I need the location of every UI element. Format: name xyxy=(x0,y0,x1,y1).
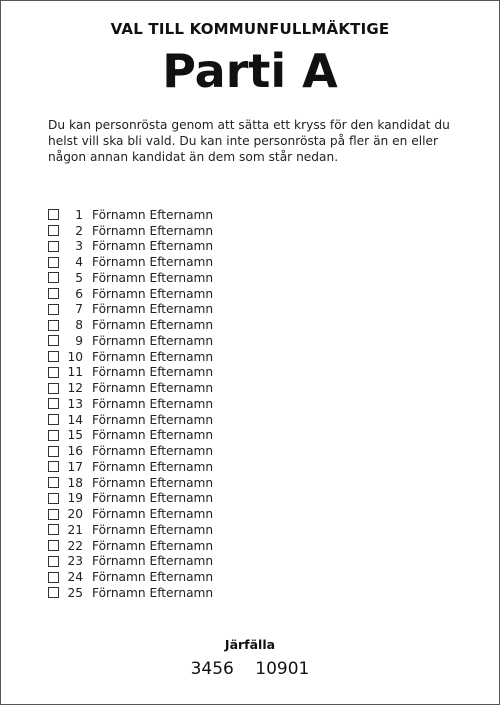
vote-checkbox[interactable] xyxy=(48,257,59,268)
candidate-number: 11 xyxy=(67,365,83,380)
candidate-row xyxy=(48,286,213,302)
candidate-list xyxy=(48,207,213,601)
vote-checkbox[interactable] xyxy=(48,430,59,441)
candidate-row xyxy=(48,207,213,223)
candidate-row xyxy=(48,302,213,318)
vote-checkbox[interactable] xyxy=(48,320,59,331)
candidate-name: Förnamn Efternamn xyxy=(92,349,214,364)
candidate-name: Förnamn Efternamn xyxy=(92,475,214,490)
vote-checkbox[interactable] xyxy=(48,414,59,425)
vote-checkbox[interactable] xyxy=(48,477,59,488)
candidate-row xyxy=(48,349,213,365)
candidate-name: Förnamn Efternamn xyxy=(92,459,214,474)
candidate-name: Förnamn Efternamn xyxy=(92,538,214,553)
candidate-number: 23 xyxy=(67,554,83,569)
candidate-row xyxy=(48,317,213,333)
candidate-number: 16 xyxy=(67,444,83,459)
candidate-number: 20 xyxy=(67,507,83,522)
vote-checkbox[interactable] xyxy=(48,225,59,236)
candidate-name: Förnamn Efternamn xyxy=(92,333,214,348)
vote-checkbox[interactable] xyxy=(48,572,59,583)
candidate-number: 21 xyxy=(67,522,83,537)
candidate-row xyxy=(48,569,213,585)
candidate-name: Förnamn Efternamn xyxy=(92,412,214,427)
vote-checkbox[interactable] xyxy=(48,446,59,457)
candidate-number: 5 xyxy=(75,270,83,285)
vote-checkbox[interactable] xyxy=(48,351,59,362)
candidate-row xyxy=(48,491,213,507)
vote-checkbox[interactable] xyxy=(48,398,59,409)
candidate-row xyxy=(48,239,213,255)
candidate-number: 10 xyxy=(67,349,83,364)
candidate-number: 25 xyxy=(67,585,83,600)
vote-checkbox[interactable] xyxy=(48,288,59,299)
vote-checkbox[interactable] xyxy=(48,509,59,520)
candidate-name: Förnamn Efternamn xyxy=(92,365,214,380)
candidate-number: 19 xyxy=(67,491,83,506)
candidate-row xyxy=(48,254,213,270)
candidate-number: 1 xyxy=(75,207,83,222)
vote-checkbox[interactable] xyxy=(48,524,59,535)
candidate-row xyxy=(48,585,213,601)
candidate-name: Förnamn Efternamn xyxy=(92,318,214,333)
candidate-row xyxy=(48,428,213,444)
candidate-row xyxy=(48,270,213,286)
party-name: Parti A xyxy=(162,44,338,98)
candidate-number: 7 xyxy=(75,302,83,317)
candidate-row xyxy=(48,475,213,491)
candidate-name: Förnamn Efternamn xyxy=(92,381,214,396)
candidate-name: Förnamn Efternamn xyxy=(92,491,214,506)
candidate-row xyxy=(48,459,213,475)
vote-checkbox[interactable] xyxy=(48,587,59,598)
list-code: 10901 xyxy=(255,659,310,679)
candidate-number: 8 xyxy=(75,318,83,333)
vote-checkbox[interactable] xyxy=(48,367,59,378)
candidate-name: Förnamn Efternamn xyxy=(92,522,214,537)
ballot-codes xyxy=(1,659,499,679)
vote-checkbox[interactable] xyxy=(48,493,59,504)
candidate-row xyxy=(48,443,213,459)
candidate-number: 22 xyxy=(67,538,83,553)
candidate-row xyxy=(48,333,213,349)
vote-checkbox[interactable] xyxy=(48,556,59,567)
vote-checkbox[interactable] xyxy=(48,461,59,472)
candidate-row xyxy=(48,554,213,570)
voting-instructions: Du kan personrösta genom att sätta ett kryss för den kandidat du helst vill ska bli vald. Du kan inte personrösta på fler än en eller någon annan kandidat än dem som står nedan. xyxy=(48,118,450,164)
candidate-name: Förnamn Efternamn xyxy=(92,239,214,254)
candidate-number: 4 xyxy=(75,255,83,270)
vote-checkbox[interactable] xyxy=(48,540,59,551)
candidate-name: Förnamn Efternamn xyxy=(92,428,214,443)
election-heading: VAL TILL KOMMUNFULLMÄKTIGE xyxy=(110,20,390,38)
candidate-row xyxy=(48,223,213,239)
vote-checkbox[interactable] xyxy=(48,209,59,220)
vote-checkbox[interactable] xyxy=(48,304,59,315)
candidate-name: Förnamn Efternamn xyxy=(92,286,214,301)
vote-checkbox[interactable] xyxy=(48,272,59,283)
candidate-number: 13 xyxy=(67,396,83,411)
candidate-number: 15 xyxy=(67,428,83,443)
candidate-number: 2 xyxy=(75,223,83,238)
candidate-name: Förnamn Efternamn xyxy=(92,270,214,285)
candidate-name: Förnamn Efternamn xyxy=(92,223,214,238)
candidate-number: 24 xyxy=(67,570,83,585)
candidate-row xyxy=(48,365,213,381)
candidate-number: 6 xyxy=(75,286,83,301)
candidate-name: Förnamn Efternamn xyxy=(92,570,214,585)
vote-checkbox[interactable] xyxy=(48,383,59,394)
candidate-name: Förnamn Efternamn xyxy=(92,255,214,270)
candidate-name: Förnamn Efternamn xyxy=(92,507,214,522)
candidate-name: Förnamn Efternamn xyxy=(92,302,214,317)
candidate-name: Förnamn Efternamn xyxy=(92,207,214,222)
candidate-name: Förnamn Efternamn xyxy=(92,554,214,569)
candidate-name: Förnamn Efternamn xyxy=(92,585,214,600)
candidate-row xyxy=(48,506,213,522)
candidate-number: 17 xyxy=(67,459,83,474)
municipality-name: Järfälla xyxy=(224,637,276,652)
candidate-number: 9 xyxy=(75,333,83,348)
candidate-number: 14 xyxy=(67,412,83,427)
candidate-number: 3 xyxy=(75,239,83,254)
candidate-name: Förnamn Efternamn xyxy=(92,444,214,459)
vote-checkbox[interactable] xyxy=(48,335,59,346)
candidate-row xyxy=(48,380,213,396)
candidate-name: Förnamn Efternamn xyxy=(92,396,214,411)
candidate-row xyxy=(48,396,213,412)
candidate-row xyxy=(48,538,213,554)
area-code: 3456 xyxy=(190,659,234,679)
candidate-number: 18 xyxy=(67,475,83,490)
candidate-number: 12 xyxy=(67,381,83,396)
candidate-row xyxy=(48,412,213,428)
candidate-row xyxy=(48,522,213,538)
vote-checkbox[interactable] xyxy=(48,241,59,252)
